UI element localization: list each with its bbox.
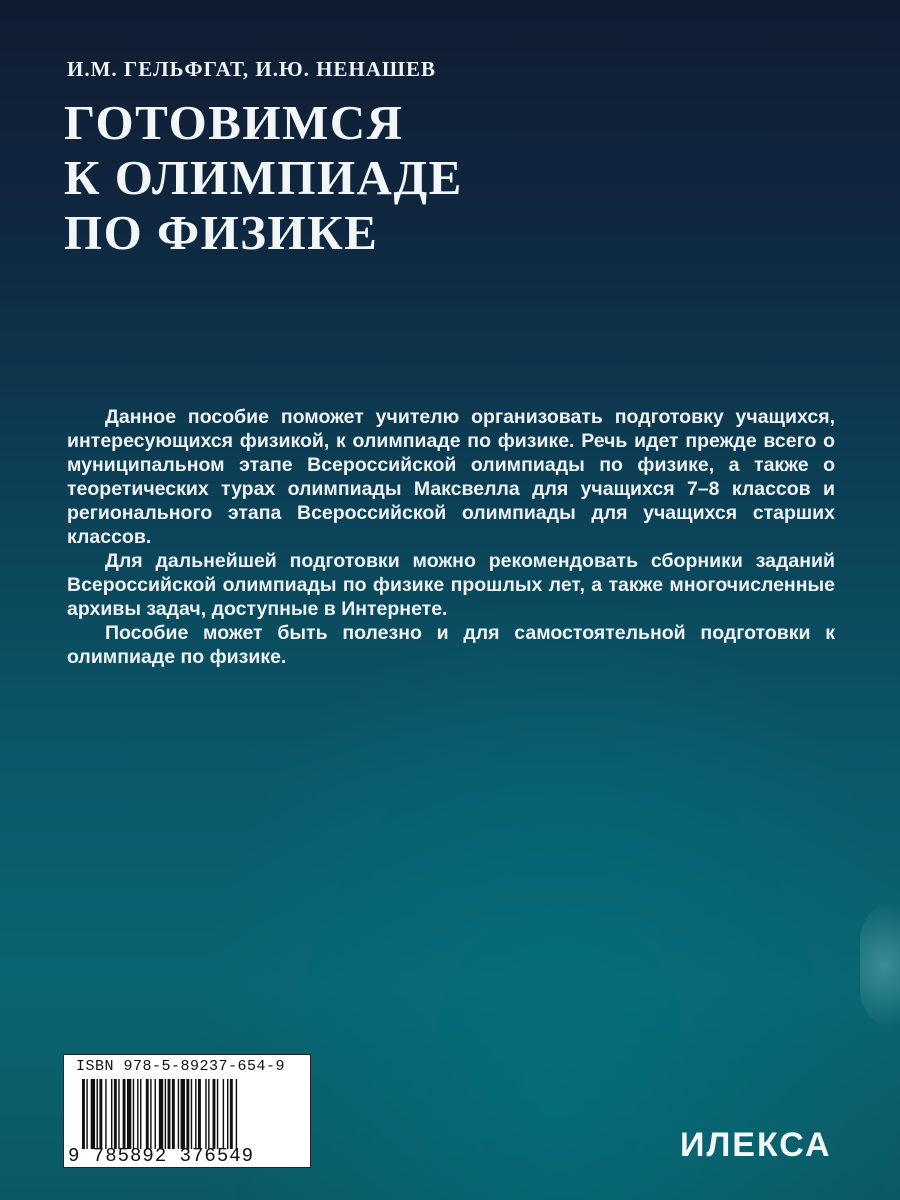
title-line: ПО ФИЗИКЕ (64, 205, 379, 260)
barcode-digits: 9 785892 376549 (68, 1145, 255, 1167)
description-paragraph: Данное пособие поможет учителю организовать подготовку учащихся, интересующихся физикой, к олимпиаде по физике. Речь идет прежде всего о муниципальном этапе Всероссийской олимпиады по физике, а также о теоретических турах олимпиады Максвелла для учащихся 7–8 классов и регионального этапа Всероссийской олимпиады для учащихся старших классов. (67, 406, 835, 548)
title-line: ГОТОВИМСЯ (64, 95, 404, 150)
edge-glow-decoration (860, 900, 900, 1030)
barcode-icon (80, 1079, 300, 1149)
isbn-barcode-box (63, 1054, 311, 1168)
title-line: К ОЛИМПИАДЕ (64, 150, 463, 205)
authors: И.М. ГЕЛЬФГАТ, И.Ю. НЕНАШЕВ (67, 57, 437, 81)
publisher-logo: ИЛЕКСА (680, 1126, 832, 1164)
book-title (64, 95, 463, 260)
book-description (67, 405, 835, 669)
description-paragraph: Для дальнейшей подготовки можно рекомендовать сборники заданий Всероссийской олимпиады по физике прошлых лет, а также многочисленные архивы задач, доступные в Интернете. (67, 550, 835, 620)
description-paragraph: Пособие может быть полезно и для самостоятельной подготовки к олимпиаде по физике. (67, 622, 835, 668)
isbn-number: ISBN 978-5-89237-654-9 (76, 1058, 286, 1075)
